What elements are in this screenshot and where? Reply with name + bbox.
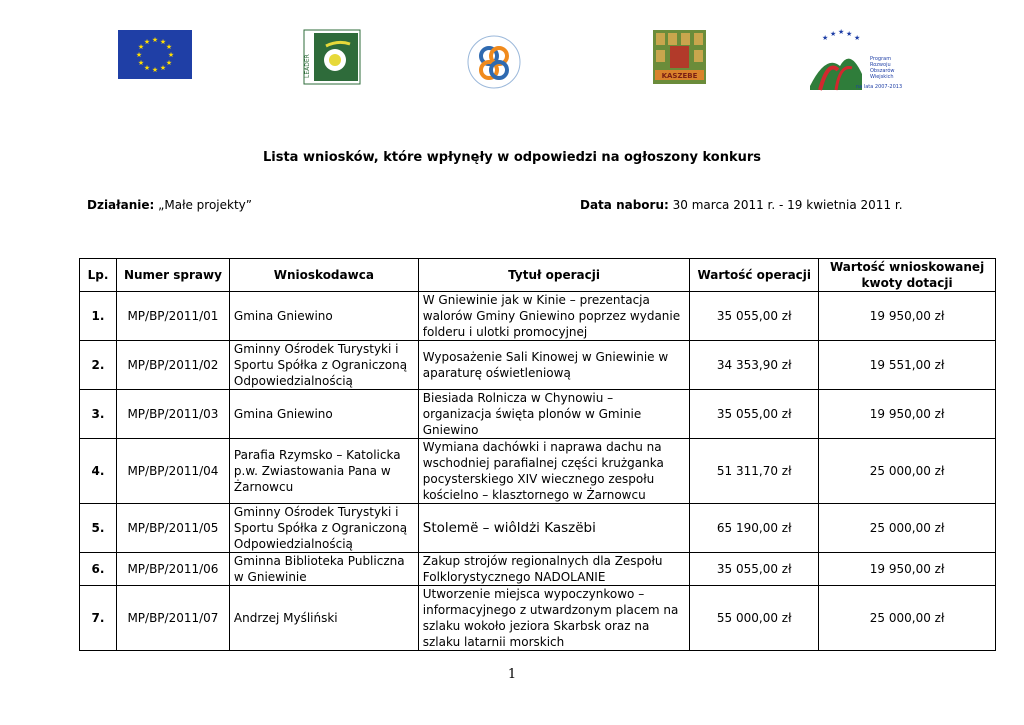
cell-lp: 7. bbox=[80, 586, 117, 651]
table-header-row bbox=[80, 259, 996, 292]
svg-text:★: ★ bbox=[159, 64, 167, 72]
svg-text:★: ★ bbox=[846, 30, 853, 38]
table-row bbox=[80, 504, 996, 553]
cell-value: 51 311,70 zł bbox=[690, 439, 819, 504]
cell-value: 34 353,90 zł bbox=[690, 341, 819, 390]
cell-title: Wymiana dachówki i naprawa dachu na wschodniej parafialnej części krużganka pocysterskiego XIV wiecznego zespołu kościelno – klasztornego w Żarnowcu bbox=[418, 439, 690, 504]
cell-grant: 19 950,00 zł bbox=[819, 390, 996, 439]
action-field bbox=[87, 198, 252, 212]
table-row bbox=[80, 553, 996, 586]
cell-lp: 5. bbox=[80, 504, 117, 553]
svg-text:★: ★ bbox=[137, 43, 145, 51]
prow-logo bbox=[806, 28, 903, 94]
cell-lp: 3. bbox=[80, 390, 117, 439]
cell-applicant: Gminny Ośrodek Turystyki i Sportu Spółka z Ograniczoną Odpowiedzialnością bbox=[229, 504, 418, 553]
cell-grant: 25 000,00 zł bbox=[819, 504, 996, 553]
cell-grant: 25 000,00 zł bbox=[819, 439, 996, 504]
table-row bbox=[80, 341, 996, 390]
logo-strip bbox=[0, 30, 1024, 98]
cell-value: 35 055,00 zł bbox=[690, 292, 819, 341]
header-applicant: Wnioskodawca bbox=[229, 259, 418, 292]
cell-value: 55 000,00 zł bbox=[690, 586, 819, 651]
svg-text:na lata 2007-2013: na lata 2007-2013 bbox=[856, 84, 903, 90]
cell-lp: 4. bbox=[80, 439, 117, 504]
cell-applicant: Andrzej Myśliński bbox=[229, 586, 418, 651]
action-value: „Małe projekty” bbox=[158, 198, 252, 212]
cell-applicant: Gminny Ośrodek Turystyki i Sportu Spółka z Ograniczoną Odpowiedzialnością bbox=[229, 341, 418, 390]
kaszuby-logo bbox=[653, 30, 706, 84]
lgd-logo bbox=[466, 30, 522, 94]
cell-lp: 2. bbox=[80, 341, 117, 390]
date-field bbox=[580, 198, 903, 212]
cell-number: MP/BP/2011/05 bbox=[116, 504, 229, 553]
svg-text:Wiejskich: Wiejskich bbox=[870, 74, 894, 80]
svg-text:★: ★ bbox=[822, 34, 829, 42]
svg-text:KASZEBE: KASZEBE bbox=[661, 72, 698, 80]
svg-text:★: ★ bbox=[151, 66, 159, 74]
cell-value: 65 190,00 zł bbox=[690, 504, 819, 553]
cell-grant: 19 950,00 zł bbox=[819, 553, 996, 586]
svg-text:★: ★ bbox=[838, 28, 845, 36]
cell-value: 35 055,00 zł bbox=[690, 390, 819, 439]
eu-flag-logo bbox=[118, 30, 192, 79]
leader-logo bbox=[304, 30, 360, 84]
svg-text:★: ★ bbox=[165, 43, 173, 51]
cell-number: MP/BP/2011/02 bbox=[116, 341, 229, 390]
page-number: 1 bbox=[507, 667, 517, 682]
svg-text:Program: Program bbox=[870, 56, 892, 62]
svg-text:★: ★ bbox=[165, 59, 173, 67]
action-label: Działanie: bbox=[87, 198, 155, 212]
cell-title: W Gniewinie jak w Kinie – prezentacja walorów Gminy Gniewino poprzez wydanie folderu i ulotki promocyjnej bbox=[418, 292, 690, 341]
svg-text:★: ★ bbox=[135, 51, 143, 59]
cell-value: 35 055,00 zł bbox=[690, 553, 819, 586]
header-value: Wartość operacji bbox=[690, 259, 819, 292]
date-label: Data naboru: bbox=[580, 198, 669, 212]
header-grant: Wartość wnioskowanej kwoty dotacji bbox=[819, 259, 996, 292]
cell-title: Wyposażenie Sali Kinowej w Gniewinie w aparaturę oświetleniową bbox=[418, 341, 690, 390]
header-lp: Lp. bbox=[80, 259, 117, 292]
svg-text:★: ★ bbox=[159, 38, 167, 46]
cell-applicant: Gminna Biblioteka Publiczna w Gniewinie bbox=[229, 553, 418, 586]
svg-text:LEADER: LEADER bbox=[304, 54, 311, 78]
svg-text:★: ★ bbox=[137, 59, 145, 67]
header-title: Tytuł operacji bbox=[418, 259, 690, 292]
cell-number: MP/BP/2011/07 bbox=[116, 586, 229, 651]
table-row bbox=[80, 586, 996, 651]
cell-number: MP/BP/2011/03 bbox=[116, 390, 229, 439]
date-value: 30 marca 2011 r. - 19 kwietnia 2011 r. bbox=[672, 198, 903, 212]
header-number: Numer sprawy bbox=[116, 259, 229, 292]
cell-lp: 1. bbox=[80, 292, 117, 341]
cell-applicant: Gmina Gniewino bbox=[229, 390, 418, 439]
page-title: Lista wniosków, które wpłynęły w odpowiedzi na ogłoszony konkurs bbox=[262, 150, 762, 165]
svg-text:★: ★ bbox=[167, 51, 175, 59]
svg-text:Obszarów: Obszarów bbox=[870, 68, 895, 74]
cell-title: Utworzenie miejsca wypoczynkowo – informacyjnego z utwardzonym placem na szlaku wokoło jeziora Skarbsk oraz na szlaku latarnii morskich bbox=[418, 586, 690, 651]
svg-text:★: ★ bbox=[830, 30, 837, 38]
svg-text:★: ★ bbox=[854, 34, 861, 42]
svg-text:Rozwoju: Rozwoju bbox=[870, 62, 891, 68]
cell-number: MP/BP/2011/04 bbox=[116, 439, 229, 504]
cell-grant: 19 950,00 zł bbox=[819, 292, 996, 341]
cell-title: Biesiada Rolnicza w Chynowiu – organizacja święta plonów w Gminie Gniewino bbox=[418, 390, 690, 439]
cell-title: Stolemë – wiôldżi Kaszëbi bbox=[418, 504, 690, 553]
table-row bbox=[80, 292, 996, 341]
cell-number: MP/BP/2011/01 bbox=[116, 292, 229, 341]
cell-applicant: Parafia Rzymsko – Katolicka p.w. Zwiastowania Pana w Żarnowcu bbox=[229, 439, 418, 504]
svg-text:★: ★ bbox=[143, 64, 151, 72]
table-row bbox=[80, 390, 996, 439]
cell-number: MP/BP/2011/06 bbox=[116, 553, 229, 586]
svg-text:★: ★ bbox=[143, 38, 151, 46]
svg-text:★: ★ bbox=[151, 36, 159, 44]
cell-title: Zakup strojów regionalnych dla Zespołu Folklorystycznego NADOLANIE bbox=[418, 553, 690, 586]
cell-applicant: Gmina Gniewino bbox=[229, 292, 418, 341]
cell-lp: 6. bbox=[80, 553, 117, 586]
table-row bbox=[80, 439, 996, 504]
cell-grant: 25 000,00 zł bbox=[819, 586, 996, 651]
cell-grant: 19 551,00 zł bbox=[819, 341, 996, 390]
applications-table bbox=[79, 258, 996, 651]
